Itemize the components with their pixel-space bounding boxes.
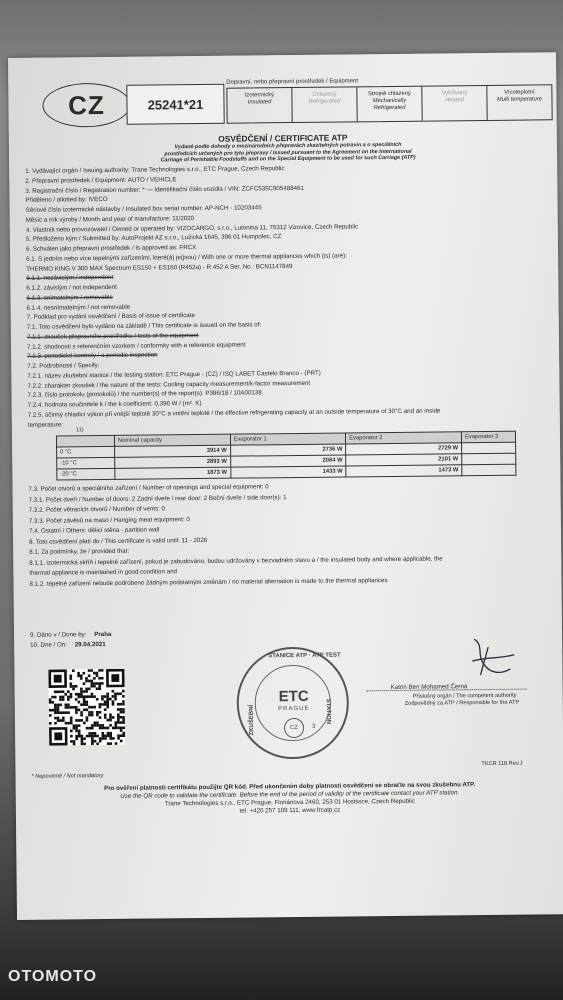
stamp-ring-right: STATION [324, 698, 331, 725]
capacity-cell [462, 453, 516, 465]
equipment-type-boxes [226, 84, 552, 123]
certificate-line: 8.1.2. tepelné zařízení nebude podrobeno žádným podstatným změnám / no material alternation is made to the thermal appliances [29, 576, 388, 588]
certificate-line: THERMO KING V 300 MAX Spectrum ES150 + ES150 (R452a) - R 452 A Ser. No.: BCN1147849 [26, 262, 293, 273]
equipment-en-label: Insulated [247, 99, 272, 106]
certificate-line: 8. Toto osvědčení platí do / This certificate is valid until: 11 - 2026 [29, 536, 208, 546]
signatory-line1: Příslušný orgán / The competent authority [412, 692, 517, 700]
certificate-line: 7.3.3. Počet závěsů na maso / Hanging meat equipment: 0 [28, 515, 190, 525]
capacity-cell: 3914 W [114, 445, 230, 457]
done-at: 9. Dáno v / Done by: Praha [30, 630, 112, 639]
certificate-line: 2. Přepravní prostředek / Equipment: AUTO / VEHICLE [25, 175, 177, 185]
capacity-cell: 1473 W [346, 465, 462, 477]
footer-line: Use the QR code to validate the certificate. Before the end of the period of validity of the certificate contact your ATP station. [120, 789, 460, 800]
certificate-line: 6.1.2. závislým / not independent [26, 283, 117, 292]
stamp-city: PRAGUE [278, 705, 310, 713]
equipment-header-label: Dopravní, nebo přepravní prostředek / Equipment [226, 78, 359, 86]
capacity-cell: -20 °C [57, 468, 115, 480]
signatory-line2: Zodpovědný za ATP / Responsible for the ATP [404, 699, 520, 707]
certificate-line: Přiděleno / allotted by: IVECO [25, 196, 108, 205]
certificate-line: thermal appliance is maintained in good condition and [29, 568, 178, 577]
certificate-line: 7.2.1. název zkušební stanice / the testing station: ETC Prague - (CZ) / ISQ LABET Castelo Branco - (PRT) [27, 369, 321, 380]
certificate-line: 7.4. Ostatní / Others: dělicí stěna - partition wall [28, 526, 160, 535]
capacity-header-cell [56, 435, 114, 447]
capacity-cell: 2084 W [230, 455, 346, 467]
capacity-cell: 2729 W [346, 443, 462, 455]
certificate-line: 7.3.2. Počet větracích otvorů / Number of vents: 0 [28, 505, 165, 514]
footer-line: Pro ověření platnosti certifikátu použijte QR kód. Před ukončením doby platnosti osvědčení se obraťte na svou zkušebnu ATP. [104, 781, 476, 793]
not-mandatory-note: * Nepovinné / Not mandatory [31, 773, 104, 780]
certificate-line: 5. Předloženo kým / Submitted by: AutoProjekt AZ s.r.o., Lužická 1645, 396 01 Humpolec, CZ [25, 233, 282, 244]
certificate-line: 7.2.3. číslo protokolu (protokolů) / the number(s) of the report(s): P386/18 / 10A00138 [27, 389, 262, 400]
capacity-footnote-mark: 11) [75, 427, 84, 434]
country-code-oval: CZ [42, 83, 130, 128]
certificate-intro [73, 141, 503, 165]
certificate-line: 1. Vydávající orgán / Issuing authority: Trane Technologies s.r.o., ETC Prague, Czech Republic [25, 165, 285, 175]
equipment-type-3 [422, 86, 487, 121]
stamp-ring-top: STANICE ATP · ATP TEST [268, 652, 341, 660]
intro-line: Carriage of Perishable Foodstuffs and on the Special Equipment to be used for such Carriage (ATP) [160, 154, 416, 164]
stamp-brand: ETC [278, 687, 309, 706]
certificate-line: 7.2.4. hodnota součinitele k / the k coefficient: 0,396 W / (m². K) [27, 399, 202, 409]
certificate-line: Sériové číslo izotermické nástavby / Insulated box serial number: AP-NCH - 10203445 [25, 204, 262, 214]
equipment-cz-label: Vyhřívaný [441, 90, 468, 97]
certificate-line: 7.1.2. shodnosti s referenčním vzorkem / conformity with a reference equipment [26, 341, 246, 351]
footer-line: Trane Technologies s.r.o., ETC Prague, Floriánova 2460, 253 01 Hostivice, Czech Republic [164, 797, 415, 808]
certificate-line: 3. Registrační číslo / Registration number: * — Identifikační číslo vozidla / VIN: ZCFC535C905488461 [25, 184, 304, 195]
certificate-line: 7.3.1. Počet dveří / Number of doors: 2 Zadní dveře / rear door: 2 Boční dveře / side door(s): 1 [28, 493, 287, 504]
capacity-header-cell: Evaporator 2 [346, 432, 462, 444]
certificate-line: 8.1.1. izotermická skříň i tepelné zařízení, pokud je zabudováno, budou udržovány v bezvadném stavu a / the insulated body and where applicable, the [29, 554, 443, 567]
otomoto-watermark: OTOMOTO [8, 968, 98, 985]
certificate-line: Měsíc a rok výroby / Month and year of manufacture: 11/2020 [25, 214, 195, 224]
equipment-type-2 [357, 87, 422, 122]
capacity-cell [462, 464, 516, 476]
equipment-type-1 [292, 87, 357, 122]
certificate-title: OSVĚDČENÍ / CERTIFICATE ATP [218, 132, 348, 144]
certificate-line: 7.1.3. periodické kontroly / a periodic inspection [27, 351, 158, 361]
capacity-cell: 1873 W [115, 467, 231, 479]
capacity-header-cell: Evaporator 3 [461, 431, 515, 443]
atp-certificate-document [8, 52, 563, 920]
certificate-line: 7.2.5. účinný chladicí výkon při vnější teplotě 30°C a vnitřní teplotě / the effective refrigerating capacity at an outside temperature of 30°C and an inside [27, 407, 441, 419]
equipment-en-label: Heated [445, 97, 464, 104]
equipment-cz-label: Strojně chlazený [367, 90, 411, 98]
certificate-line: 7.3. Počet otvorů a speciálního zařízení / Number of openings and special equipment: 0 [28, 483, 269, 493]
equipment-en-label: Mechanically Refrigerated [372, 97, 407, 112]
certificate-line: 6.1. S jedním nebo více tepelnými zařízeními, které(á) je(jsou) / With one or more thermal appliances which (is) (are): [26, 252, 347, 263]
capacity-header-cell: Nominal capacity [114, 434, 230, 446]
form-code: TKCR 118 Rev.J [481, 760, 523, 768]
certificate-line: 6. Schválen jako přepravní prostředek / Is approved as: FRCX [25, 244, 197, 253]
equipment-type-4 [487, 85, 551, 120]
equipment-en-label: Multi temperature [496, 96, 543, 103]
stamp-ring-left: ZKUŠEBNÍ [248, 704, 256, 736]
intro-line: Vydané podle dohody o mezinárodních přepravách zkazitelných potravin a o speciálních [174, 141, 402, 151]
certificate-line: 7.1.1. zkoušek přepravního prostředku / tests of the equipment [26, 331, 199, 341]
certificate-line: 6.1.3. snímatelným / removable [26, 293, 113, 302]
equipment-en-label: Refrigerated [308, 98, 341, 105]
certificate-line: 6.1.1. nezávislým / independent [26, 274, 114, 283]
capacity-cell: 2893 W [115, 456, 231, 468]
certificate-line: 7. Podklad pro vydání osvědčení / Basis of issue of certificate [26, 312, 195, 322]
intro-line: prostředcích určených pro tyto přepravy / Issued pursuant to the Agreement on the International [164, 148, 412, 157]
qr-code-icon [48, 669, 125, 746]
signature-icon [414, 635, 525, 686]
equipment-cz-label: Chlazený [312, 91, 337, 98]
done-on: 10. Dne / On: 29.04.2021 [30, 641, 106, 649]
certificate-line: temperature: [27, 420, 63, 429]
capacity-header-cell: Evaporator 1 [230, 433, 346, 445]
equipment-cz-label: Vícoteplotní [504, 89, 535, 96]
footer-line: tel. +420 257 109 111, www.frcatp.cz [239, 806, 341, 815]
certificate-line: 4. Vlastník nebo provozovatel / Owned or operated by: VIZOCARGO, s.r.o., Lutonina 11, 76312 Vizovice, Czech Republic [25, 222, 359, 234]
qr-code [48, 669, 125, 746]
certificate-line: 7.2.2. charakter zkoušek / the nature of the tests: Cooling capacity measurement/k-factor measurement [27, 379, 311, 390]
certificate-line: 7.1. Toto osvědčení bylo vydáno na základě / This certificate is issued on the basis of: [26, 321, 262, 331]
stamp-number: 3 [311, 723, 316, 730]
certificate-line: 8.1. Za podmínky, že / provided that: [29, 547, 130, 556]
capacity-cell: 2101 W [346, 454, 462, 466]
registration-number-box: 25241*21 [126, 84, 224, 125]
stamp-cz-mark: CZ [284, 718, 304, 738]
capacity-cell [462, 442, 516, 454]
certificate-line: 6.1.4. nesnímatelným / not removable [26, 303, 131, 312]
equipment-type-0 [227, 88, 292, 123]
capacity-cell: 2736 W [230, 444, 346, 456]
capacity-cell: 0 °C [57, 446, 115, 458]
capacity-table [56, 431, 516, 481]
certificate-line: 7.2. Podrobnosti / Specify: [27, 362, 100, 370]
equipment-cz-label: Izotermický [244, 92, 275, 99]
capacity-cell: 1433 W [230, 466, 346, 478]
capacity-cell: -10 °C [57, 457, 115, 469]
signatory-name: Katrin Ben Mohamed Černá [390, 683, 468, 692]
etc-prague-stamp [236, 646, 349, 759]
